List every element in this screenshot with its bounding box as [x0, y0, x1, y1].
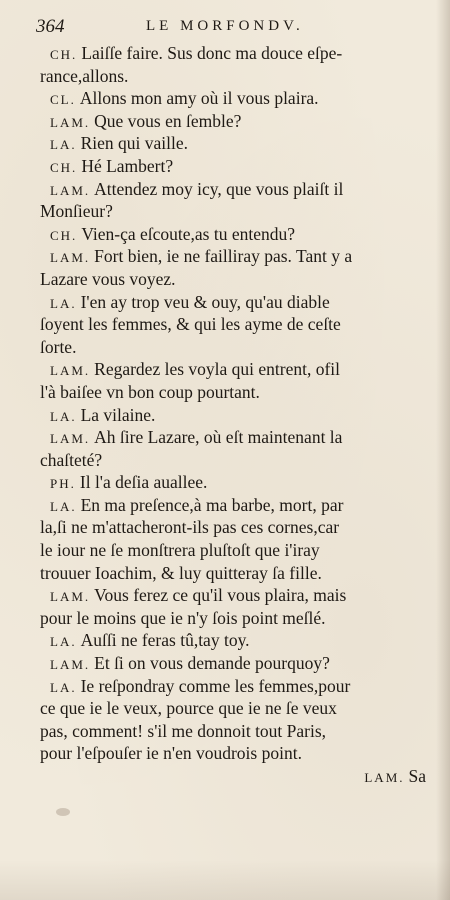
text-line	[40, 155, 436, 178]
text-line	[40, 742, 436, 765]
text-line	[40, 87, 436, 110]
line-text: rance,allons.	[40, 65, 129, 86]
ink-blot	[56, 808, 70, 816]
line-text: Allons mon amy où il vous plaira.	[79, 88, 319, 109]
text-line	[40, 336, 436, 359]
page-header	[36, 16, 426, 40]
text-line	[40, 358, 436, 381]
text-line	[40, 652, 436, 675]
speaker-label: LA.	[50, 408, 77, 424]
text-line	[40, 675, 436, 698]
speaker-label: LA.	[50, 295, 77, 311]
catchword	[40, 765, 436, 788]
line-text: pas, comment! s'il me donnoit tout Paris,	[40, 720, 327, 741]
text-line	[40, 223, 436, 246]
text-line	[40, 178, 436, 201]
speaker-label: LAM.	[50, 589, 91, 605]
line-text: Regardez les voyla qui entrent, ofil	[94, 359, 341, 380]
line-text: chaſteté?	[40, 449, 103, 470]
text-line	[40, 132, 436, 155]
line-text: Fort bien, ie ne failliray pas. Tant y a	[94, 246, 353, 267]
line-text: la,ſi ne m'attacheront-ils pas ces cornes,car	[40, 517, 340, 538]
line-text: pour le moins que ie n'y ſois point meſlé.	[40, 607, 326, 628]
line-text: Vien-ça eſcoute,as tu entendu?	[81, 223, 296, 244]
catchword-text: Sa	[408, 766, 426, 786]
text-line	[40, 110, 436, 133]
speaker-label: LAM.	[50, 657, 91, 673]
line-text: I'en ay trop veu & ouy, qu'au diable	[80, 291, 330, 312]
running-title: LE MORFONDV.	[146, 18, 304, 34]
line-text: Ah ſire Lazare, où eſt maintenant la	[94, 427, 343, 448]
speaker-label: LA.	[50, 498, 77, 514]
text-line	[40, 449, 436, 472]
line-text: Auſſi ne feras tû,tay toy.	[80, 630, 250, 651]
speaker-label: LAM.	[50, 431, 91, 447]
text-line	[40, 381, 436, 404]
text-line	[40, 65, 436, 88]
speaker-label: CH.	[50, 47, 78, 62]
text-line	[40, 584, 436, 607]
line-text: Il l'a deſia auallee.	[79, 472, 208, 493]
speaker-label: PH.	[50, 476, 76, 492]
text-line	[40, 200, 436, 223]
line-text: Vous ferez ce qu'il vous plaira, mais	[94, 585, 347, 606]
speaker-label: LA.	[50, 137, 77, 153]
text-line	[40, 562, 436, 585]
text-line	[40, 426, 436, 449]
text-line	[40, 494, 436, 517]
line-text: le iour ne ſe monſtrera pluſtoſt que i'iray	[40, 540, 320, 561]
line-text: ſorte.	[40, 336, 77, 357]
page-bottom-shade	[0, 860, 450, 900]
line-text: ce que ie le veux, pource que ie ne ſe veux	[40, 698, 337, 719]
text-line	[40, 607, 436, 630]
page-edge-shadow	[436, 0, 450, 900]
text-line	[40, 697, 436, 720]
text-line	[40, 313, 436, 336]
catchword-speaker: LAM.	[364, 770, 405, 785]
text-line	[40, 629, 436, 652]
speaker-label: CH.	[50, 227, 78, 243]
line-text: Lazare vous voyez.	[40, 268, 176, 289]
speaker-label: LAM.	[50, 250, 91, 266]
line-text: Rien qui vaille.	[80, 133, 189, 154]
speaker-label: LA.	[50, 634, 77, 650]
line-text: pour l'eſpouſer ie n'en voudrois point.	[40, 743, 302, 764]
speaker-label: LA.	[50, 679, 77, 695]
line-text: Ie reſpondray comme les femmes,pour	[80, 675, 351, 696]
page-number: 364	[36, 16, 65, 37]
text-line	[40, 245, 436, 268]
text-line	[40, 516, 436, 539]
speaker-label: LAM.	[50, 363, 91, 379]
text-line	[40, 471, 436, 494]
play-text	[40, 42, 436, 788]
line-text: Laiſſe faire. Sus donc ma douce eſpe-	[81, 43, 343, 63]
text-line	[40, 404, 436, 427]
text-line	[40, 291, 436, 314]
speaker-label: CL.	[50, 92, 76, 108]
speaker-label: CH.	[50, 159, 78, 175]
text-line	[40, 268, 436, 291]
line-text: Et ſi on vous demande pourquoy?	[94, 653, 330, 674]
line-text: l'à baiſee vn bon coup pourtant.	[40, 381, 260, 402]
speaker-label: LAM.	[50, 114, 91, 130]
text-line	[40, 720, 436, 743]
line-text: Monſieur?	[40, 201, 113, 222]
line-text: ſoyent les femmes, & qui les ayme de ceſte	[40, 314, 341, 335]
line-text: En ma preſence,à ma barbe, mort, par	[80, 494, 344, 515]
line-text: trouuer Ioachim, & luy quitteray ſa fille.	[40, 562, 322, 583]
line-text: La vilaine.	[80, 404, 156, 425]
line-text: Attendez moy icy, que vous plaiſt il	[94, 178, 344, 199]
text-line	[40, 42, 436, 65]
speaker-label: LAM.	[50, 182, 91, 198]
text-line	[40, 539, 436, 562]
line-text: Que vous en ſemble?	[94, 110, 242, 131]
line-text: Hé Lambert?	[81, 155, 174, 176]
